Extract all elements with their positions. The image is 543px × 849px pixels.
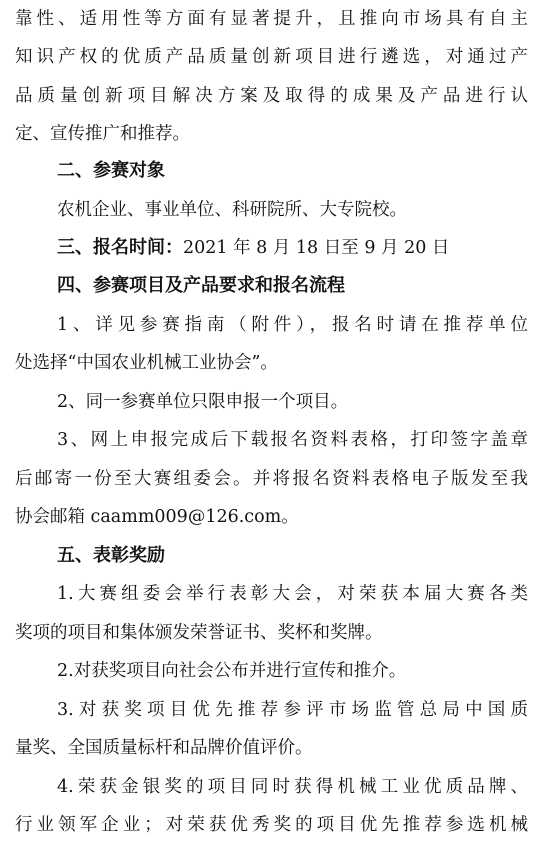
body-text-line: 1、详见参赛指南（附件），报名时请在推荐单位 bbox=[57, 315, 528, 335]
body-text-line: 3、网上申报完成后下载报名资料表格，打印签字盖章 bbox=[57, 430, 528, 450]
body-text-line: 量奖、全国质量标杆和品牌价值评价。 bbox=[15, 738, 313, 758]
section-heading: 二、参赛对象 bbox=[57, 160, 165, 181]
body-text-line: 3.对获奖项目优先推荐参评市场监管总局中国质 bbox=[57, 700, 528, 720]
body-text-line: 奖项的项目和集体颁发荣誉证书、奖杯和奖牌。 bbox=[15, 623, 383, 643]
body-text-line: 协会邮箱 caamm009@126.com。 bbox=[15, 507, 299, 527]
body-text-line: 2.对获奖项目向社会公布并进行宣传和推介。 bbox=[57, 661, 407, 681]
registration-dates: 2021 年 8 月 18 日至 9 月 20 日 bbox=[183, 238, 450, 258]
body-text-line: 行业领军企业；对荣获优秀奖的项目优先推荐参选机械 bbox=[15, 815, 528, 835]
body-text-line: 4.荣获金银奖的项目同时获得机械工业优质品牌、 bbox=[57, 777, 528, 797]
body-text-line: 1.大赛组委会举行表彰大会，对荣获本届大赛各类 bbox=[57, 584, 528, 604]
body-text-line: 处选择“中国农业机械工业协会”。 bbox=[15, 353, 278, 373]
body-text-line: 定、宣传推广和推荐。 bbox=[15, 124, 190, 144]
body-text-line: 后邮寄一份至大赛组委会。并将报名资料表格电子版发至我 bbox=[15, 469, 528, 489]
body-text-line: 品质量创新项目解决方案及取得的成果及产品进行认 bbox=[15, 86, 528, 106]
body-text-line: 2、同一参赛单位只限申报一个项目。 bbox=[57, 392, 349, 412]
body-text-line: 农机企业、事业单位、科研院所、大专院校。 bbox=[57, 200, 407, 220]
body-text-line: 靠性、适用性等方面有显著提升，且推向市场具有自主 bbox=[15, 9, 528, 29]
body-text-line: 知识产权的优质产品质量创新项目进行遴选，对通过产 bbox=[15, 47, 528, 67]
section-heading: 四、参赛项目及产品要求和报名流程 bbox=[57, 275, 345, 296]
section-heading: 五、表彰奖励 bbox=[57, 545, 165, 566]
section-heading: 三、报名时间： bbox=[57, 237, 183, 258]
registration-time-line bbox=[57, 229, 528, 267]
